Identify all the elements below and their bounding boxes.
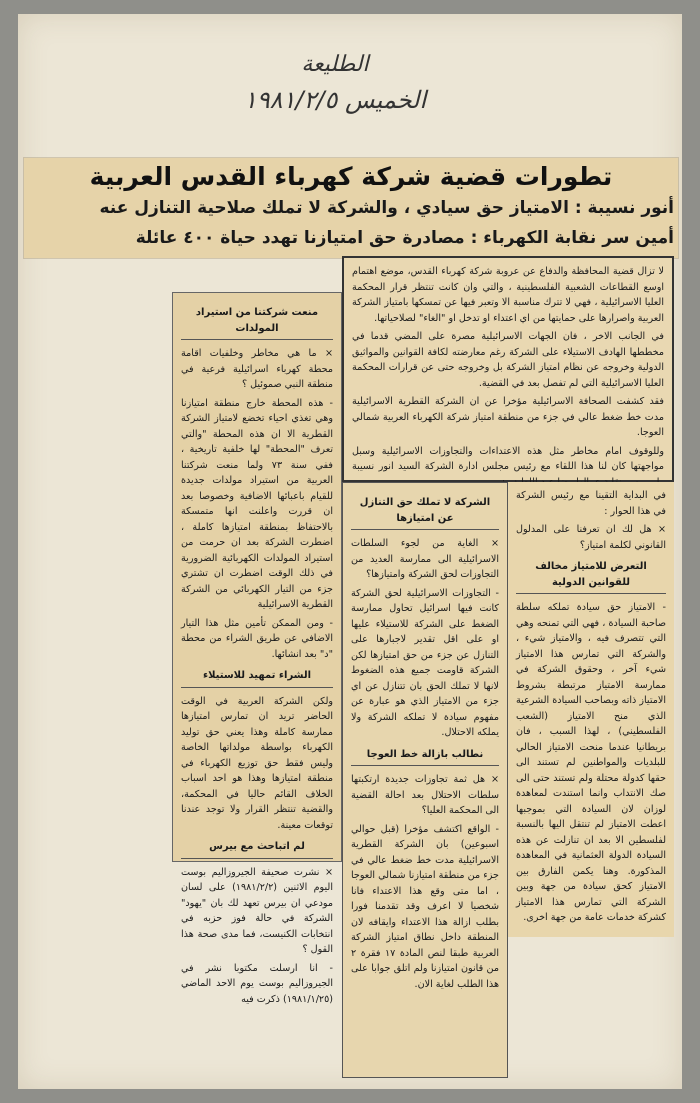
headline-subtitle-2: أمين سر نقابة الكهرباء : مصادرة حق امتيازنا تهدد حياة ٤٠٠ عائلة [135,228,674,248]
left-question-3: × نشرت صحيفة الجيروزاليم بوست اليوم الاثنين (١٩٨١/٢/٢) على لسان مودعي ان بيرس تعهد لك بان "يهود" الشركة في حالة فوز حزبه في انتخابات الكنيست، فما مدى صحة هذا القول ؟ [181,866,333,955]
lead-paragraph-3: فقد كشفت الصحافة الاسرائيلية مؤخرا عن ان الشركة القطرية الاسرائيلية مدت خط ضغط عالي في جزء من منطقة امتياز شركة الكهرباء العربية شمالي العوجا. [352,396,664,438]
middle-column-clipping [342,482,508,1078]
right-question-1: × هل لك ان تعرفنا على المدلول القانوني لكلمة امتياز؟ [516,524,666,551]
left-column-clipping [172,292,342,1005]
left-answer-1b: - ومن الممكن تأمين مثل هذا التيار الاضافي عن طريق الشراء من محطة "د" بعد انشائها. [181,617,333,660]
right-subheading: التعرض للامتياز مخالف للقوانين الدولية [516,559,666,594]
middle-subheading-2: نطالب بازالة خط العوجا [351,747,499,767]
headline-subtitle-1: أنور نسيبة : الامتياز حق سيادي ، والشركة لا تملك صلاحية التنازل عنه [99,198,674,218]
lead-paragraph-1: لا تزال قضية المحافظة والدفاع عن عروبة شركة كهرباء القدس، موضع اهتمام اوسع القطاعات الشعبية الفلسطينية ، والتي وان كانت تنتظر قرار المحكمة العليا الاسرائيلية ، فهي لا تترك مناسبة الا وتعبر فيها عن تمسكها بامتياز الشركة العربية واصرارها على حمايتها من اي اعتداء او تدخل او "الغاء" لصلاحياتها. [352,266,664,324]
middle-subheading-1: الشركة لا تملك حق التنازل عن امتيازها [351,495,499,530]
middle-answer-2: - الواقع اكتشف مؤخرا (قبل حوالي اسبوعين) بان الشركة القطرية الاسرائيلية مدت خط ضغط عالي في جزء من منطقة امتيازنا شمالي العوجا ، اما متى وقع هذا الاعتداء فانا شخصيا لا اعرف وقد تقدمنا فورا بطلب ازالة هذا الاعتداء وايقافه لان المنطقة داخل نطاق امتياز الشركة العربية طبقا لنص المادة ١٧ فقرة ٢ من قانون امتيازنا ولم اتلق جوابا على هذا الطلب لغاية الان. [351,823,500,990]
handwritten-date: الخميس ١٩٨١/٢/٥ [243,86,427,114]
left-question-1: × ما هي مخاطر وخلفيات اقامة محطة كهرباء اسرائيلية فرعية في منطقة النبي صموئيل ؟ [181,348,333,390]
lead-article-box [342,256,674,482]
left-subheading-1: منعت شركتنا من استيراد المولدات [181,305,333,340]
lead-paragraph-2: في الجانب الاخر ، فان الجهات الاسرائيلية مصرة على المضي قدما في مخططها الهادف الاستيلاء على الشركة رغم معارضته لكافة القوانين والمواثيق الدولية وخروجه عن نظام امتياز الشركة بل وخروجه حتى عن قرارات المحكمة العليا الاسرائيلية التي لم تفصل بعد في القضية. [352,331,664,389]
middle-question-1: × الغاية من لجوء السلطات الاسرائيلية الى ممارسة العديد من التجاوزات لحق الشركة وامتيازها؟ [351,538,499,580]
handwritten-paper-name: الطليعة [301,52,369,77]
left-subheading-2: الشراء تمهيد للاستيلاء [181,668,333,688]
headline-clipping [24,158,678,258]
left-answer-1: - هذه المحطة خارج منطقة امتيازنا وهي تغذي احياء تخضع لامتياز الشركة القطرية الا ان هذه المحطة "والتي تعرف "المحطة" لها خلفية تاريخية ، ففي سنة ٧٣ ولما منعت شركتنا العربية من استيراد مولدات جديدة للقيام باعبائها الاضافية وخصوصا بعد ان قررت واعلنت انها متمسكة بالاحتفاظ بمنطقة امتيازها كاملة ، اضطرت الشركة بعد ان حرمت من استيراد المولدات الكهربائية الضرورية في ذلك الوقت اضطرت ان تشتري جزء من التيار الكهربائي من الشركة القطرية الاسرائيلية [181,397,333,610]
middle-answer-1: - التجاوزات الاسرائيلية لحق الشركة كانت فيها اسرائيل تحاول ممارسة الضغط على الشركة للاستيلاء عليها او على اقل تقدير لاجبارها على التنازل عن جزء من حق امتيازها لكن الشركة قاومت جميع هذه الضغوط لانها لا تملك الحق بان تتنازل عن اي جزء من الامتياز الذي هو عبارة عن مفهوم سيادة لا تملكه الشركة ولا يملكه الاحتلال. [351,587,499,738]
right-body: - الامتياز حق سيادة تملكه سلطة صاحبة السيادة ، فهي التي تمنحه وهي التي تتصرف فيه ، والامتياز شيء ، والشركة التي تمارس هذا الامتياز شيء آخر ، وحقوق الشركة في ممارسة الامتياز مرتبطة بشروط الامتياز ذاته وبصاحب السيادة الشرعية الذي منح الامتياز (الشعب الفلسطيني) ، لهذا السبب ، فان بريطانيا عندما منحت الامتياز الحالي للبلديات والمواطنين لم تستند الى حقها كدولة محتلة ولم تستند حتى الى صك الانتداب وانما استندت لمعاهدة لوزان لان السيادة التي بموجبها اعطت الامتياز لم تنتقل اليها بالنسبة لفلسطين الا بعد ان تنازلت عن هذه السيادة الدولة العثمانية في المعاهدة المذكورة. وهنا يكمن الفارق بين الامتياز كحق سيادة من جهة وبين الشركة التي تمارس هذا الامتياز كشركة خدمات عامة من جهة اخرى. [516,602,666,923]
left-answer-3: - انا ارسلت مكتوبا نشر في الجيروزاليم بوست يوم الاحد الماضي (١٩٨١/١/٢٥) ذكرت فيه [181,962,333,1005]
right-column-clipping [508,482,674,937]
headline-title: تطورات قضية شركة كهرباء القدس العربية [89,162,613,191]
middle-question-2: × هل ثمة تجاوزات جديدة ارتكبتها سلطات الاحتلال بعد احالة القضية الى المحكمة العليا؟ [351,774,499,816]
right-intro: في البداية التقينا مع رئيس الشركة في هذا الحوار : [516,490,666,517]
left-answer-2: ولكن الشركة العربية في الوقت الحاضر تريد ان تمارس امتيازها ممارسة كاملة وهذا يعني حق توليد الكهرباء بواسطة مولداتها الخاصة وليس فقط حق توزيع الكهرباء في منطقة امتيازها وهذا هو احد اسباب الخلاف القائم حاليا في المحكمة، والقضية تنتظر القرار ولا توجد عندنا توقعات معينة. [181,695,333,831]
left-subheading-3: لم اتباحث مع بيرس [181,839,333,859]
lead-paragraph-4: وللوقوف امام مخاطر مثل هذه الاعتداءات والتجاوزات الاسرائيلية وسبل مواجهتها كان لنا هذا اللقاء مع رئيس مجلس ادارة الشركة السيد انور نسيبة [352,445,664,472]
